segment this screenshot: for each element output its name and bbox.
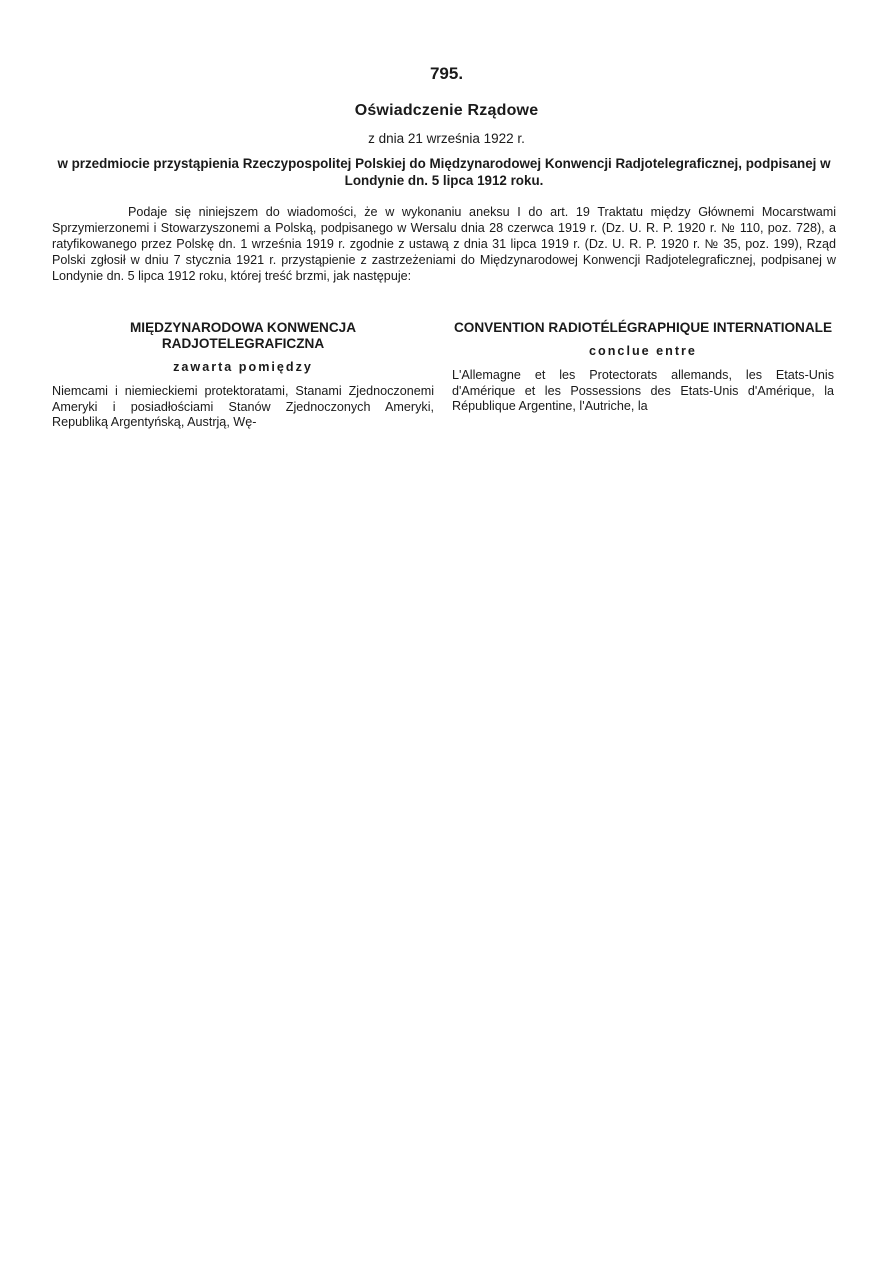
polish-column-body: Niemcami i niemieckiemi protektoratami, Stanami Zjednoczonemi Ameryki i posiadłościami Stanów Zjednoczonych Ameryki, Republiką Argentyńską, Austrją, Wę- <box>52 384 434 429</box>
document-date: z dnia 21 września 1922 r. <box>368 131 525 146</box>
document-title: Oświadczenie Rządowe <box>354 102 539 119</box>
intro-paragraph: Podaje się niniejszem do wiadomości, że w wykonaniu aneksu I do art. 19 Traktatu między Głównemi Mocarstwami Sprzymierzonemi i Stowarzyszonemi a Polską, podpisanego w Wersalu dnia 28 czerwca 1919 r. (Dz. U. R. P. 1920 r. № 110, poz. 728), a ratyfikowanego przez Polskę dn. 1 września 1919 r. zgodnie z ustawą z dnia 31 lipca 1919 r. (Dz. U. R. P. 1920 r. № 35, poz. 199), Rząd Polski zgłosił w dniu 7 stycznia 1921 r. przystąpienie z zastrzeżeniami do Międzynarodowej Konwencji Radjotelegraficznej, podpisanej w Londynie dn. 5 lipca 1912 roku, której treść brzmi, jak następuje: <box>52 205 836 283</box>
polish-column <box>52 320 434 431</box>
polish-column-heading: MIĘDZYNARODOWA KONWENCJA RADJOTELEGRAFICZNA <box>129 320 357 351</box>
french-column-body: L'Allemagne et les Protectorats allemands, les Etats-Unis d'Amérique et les Possessions des Etats-Unis d'Amérique, la République Argentine, l'Autriche, la <box>452 368 834 413</box>
page-number: 795. <box>429 64 464 83</box>
polish-column-subheading: zawarta pomiędzy <box>173 360 313 374</box>
french-column-heading: CONVENTION RADIOTÉLÉGRAPHIQUE INTERNATIONALE <box>453 320 833 335</box>
french-column-subheading: conclue entre <box>589 344 697 358</box>
french-column <box>452 320 834 415</box>
document-subject: w przedmiocie przystąpienia Rzeczypospolitej Polskiej do Międzynarodowej Konwencji Radjotelegraficznej, podpisanej w Londynie dn. 5 lipca 1912 roku. <box>57 156 831 188</box>
